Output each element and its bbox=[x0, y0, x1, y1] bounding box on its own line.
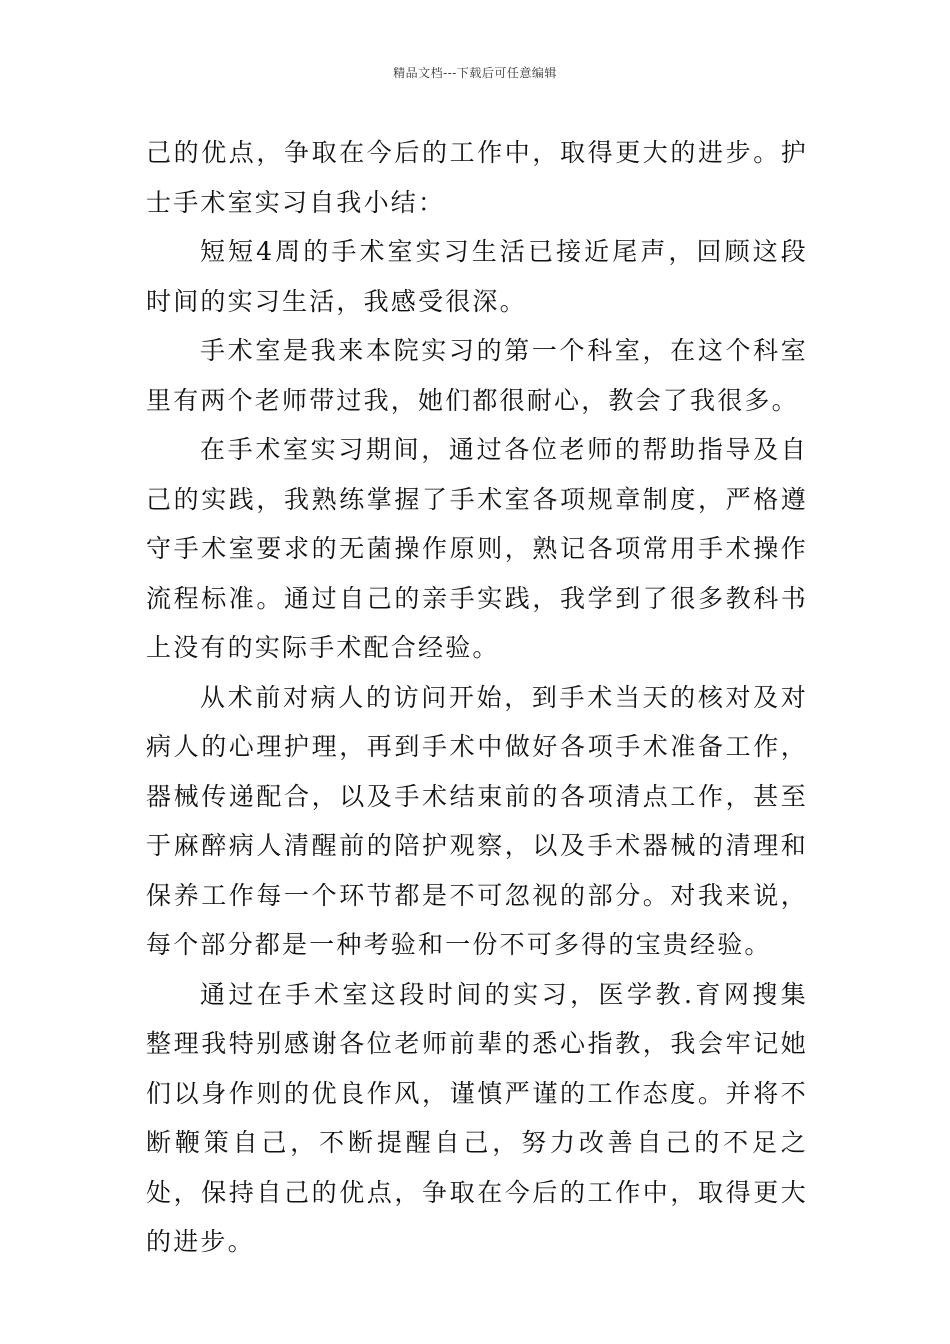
paragraph-4: 在手术室实习期间，通过各位老师的帮助指导及自己的实践，我熟练掌握了手术室各项规章制度，严格遵守手术室要求的无菌操作原则，熟记各项常用手术操作流程标准。通过自己的亲手实践，我学到了很多教科书上没有的实际手术配合经验。 bbox=[146, 435, 808, 662]
paragraph-2: 短短4周的手术室实习生活已接近尾声，回顾这段时间的实习生活，我感受很深。 bbox=[146, 237, 808, 316]
page-header: 精品文档---下载后可任意编辑 bbox=[393, 66, 557, 80]
paragraph-5: 从术前对病人的访问开始，到手术当天的核对及对病人的心理护理，再到手术中做好各项手术准备工作，器械传递配合，以及手术结束前的各项清点工作，甚至于麻醉病人清醒前的陪护观察，以及手术器械的清理和保养工作每一个环节都是不可忽视的部分。对我来说，每个部分都是一种考验和一份不可多得的宝贵经验。 bbox=[146, 682, 808, 959]
paragraph-6: 通过在手术室这段时间的实习，医学教.育网搜集整理我特别感谢各位老师前辈的悉心指教，我会牢记她们以身作则的优良作风，谨慎严谨的工作态度。并将不断鞭策自己，不断提醒自己，努力改善自己的不足之处，保持自己的优点，争取在今后的工作中，取得更大的进步。 bbox=[146, 979, 808, 1256]
paragraph-3: 手术室是我来本院实习的第一个科室，在这个科室里有两个老师带过我，她们都很耐心，教会了我很多。 bbox=[146, 336, 808, 415]
document-body bbox=[146, 128, 808, 1267]
paragraph-1: 己的优点，争取在今后的工作中，取得更大的进步。护士手术室实习自我小结： bbox=[146, 138, 808, 217]
